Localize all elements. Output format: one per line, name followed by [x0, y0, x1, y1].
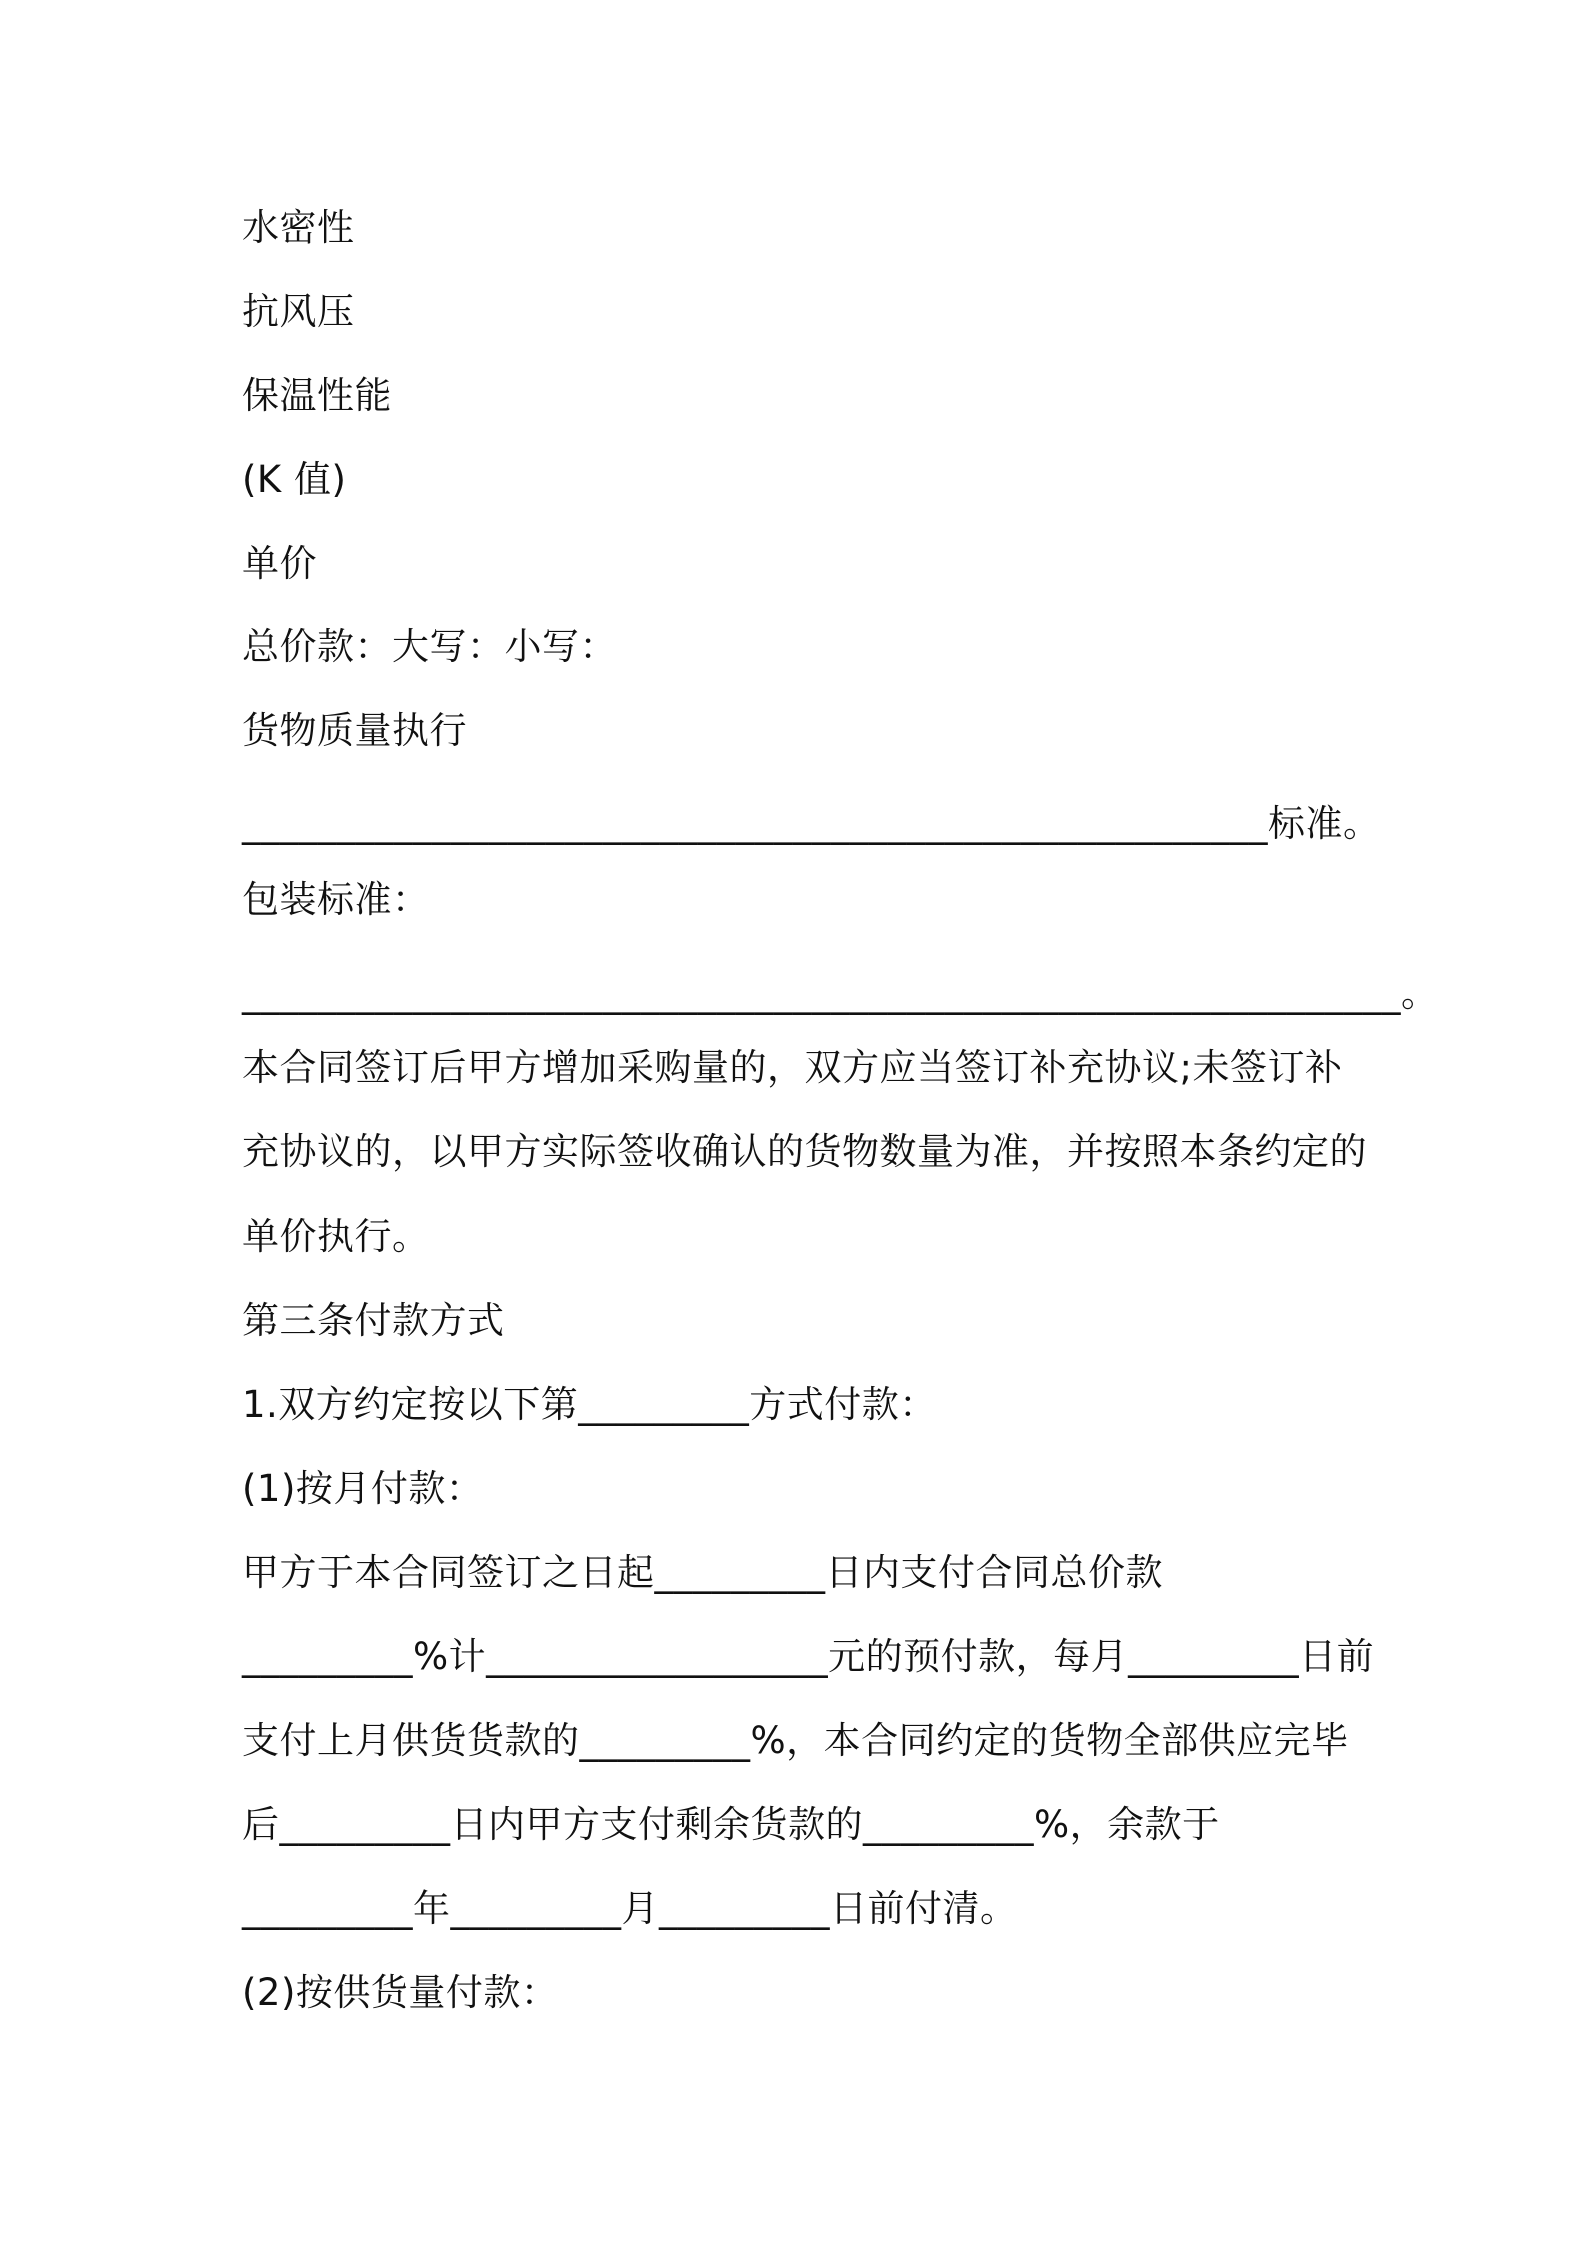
- doc-line-1: 水密性: [242, 206, 355, 249]
- doc-line-13: 单价执行。: [242, 1215, 430, 1258]
- doc-line-15: 1.双方约定按以下第_________方式付款：: [242, 1383, 937, 1426]
- doc-line-12: 充协议的，以甲方实际签收确认的货物数量为准，并按照本条约定的: [242, 1130, 1367, 1173]
- doc-line-2: 抗风压: [242, 290, 355, 333]
- doc-line-14: 第三条付款方式: [242, 1299, 505, 1342]
- doc-line-11: 本合同签订后甲方增加采购量的，双方应当签订补充协议;未签订补: [242, 1046, 1343, 1089]
- doc-line-20: 后_________日内甲方支付剩余货款的_________%，余款于: [242, 1803, 1220, 1846]
- doc-line-18: _________%计__________________元的预付款，每月_________日前: [242, 1635, 1375, 1678]
- doc-line-16: (1)按月付款：: [242, 1467, 484, 1510]
- doc-line-3: 保温性能: [242, 374, 392, 417]
- doc-line-8: ______________________________________________________标准。: [242, 802, 1381, 845]
- doc-line-4: (K 值): [242, 458, 347, 501]
- doc-line-17: 甲方于本合同签订之日起_________日内支付合同总价款: [242, 1551, 1163, 1594]
- doc-line-6: 总价款：大写：小写：: [242, 625, 617, 668]
- doc-line-19: 支付上月供货货款的_________%，本合同约定的货物全部供应完毕: [242, 1719, 1349, 1762]
- doc-line-9: 包装标准：: [242, 878, 430, 921]
- doc-line-22: (2)按供货量付款：: [242, 1971, 559, 2014]
- doc-line-7: 货物质量执行: [242, 709, 467, 752]
- doc-line-21: _________年_________月_________日前付清。: [242, 1887, 1018, 1930]
- doc-line-5: 单价: [242, 542, 317, 585]
- doc-line-10: _____________________________________________________________。: [242, 972, 1439, 1015]
